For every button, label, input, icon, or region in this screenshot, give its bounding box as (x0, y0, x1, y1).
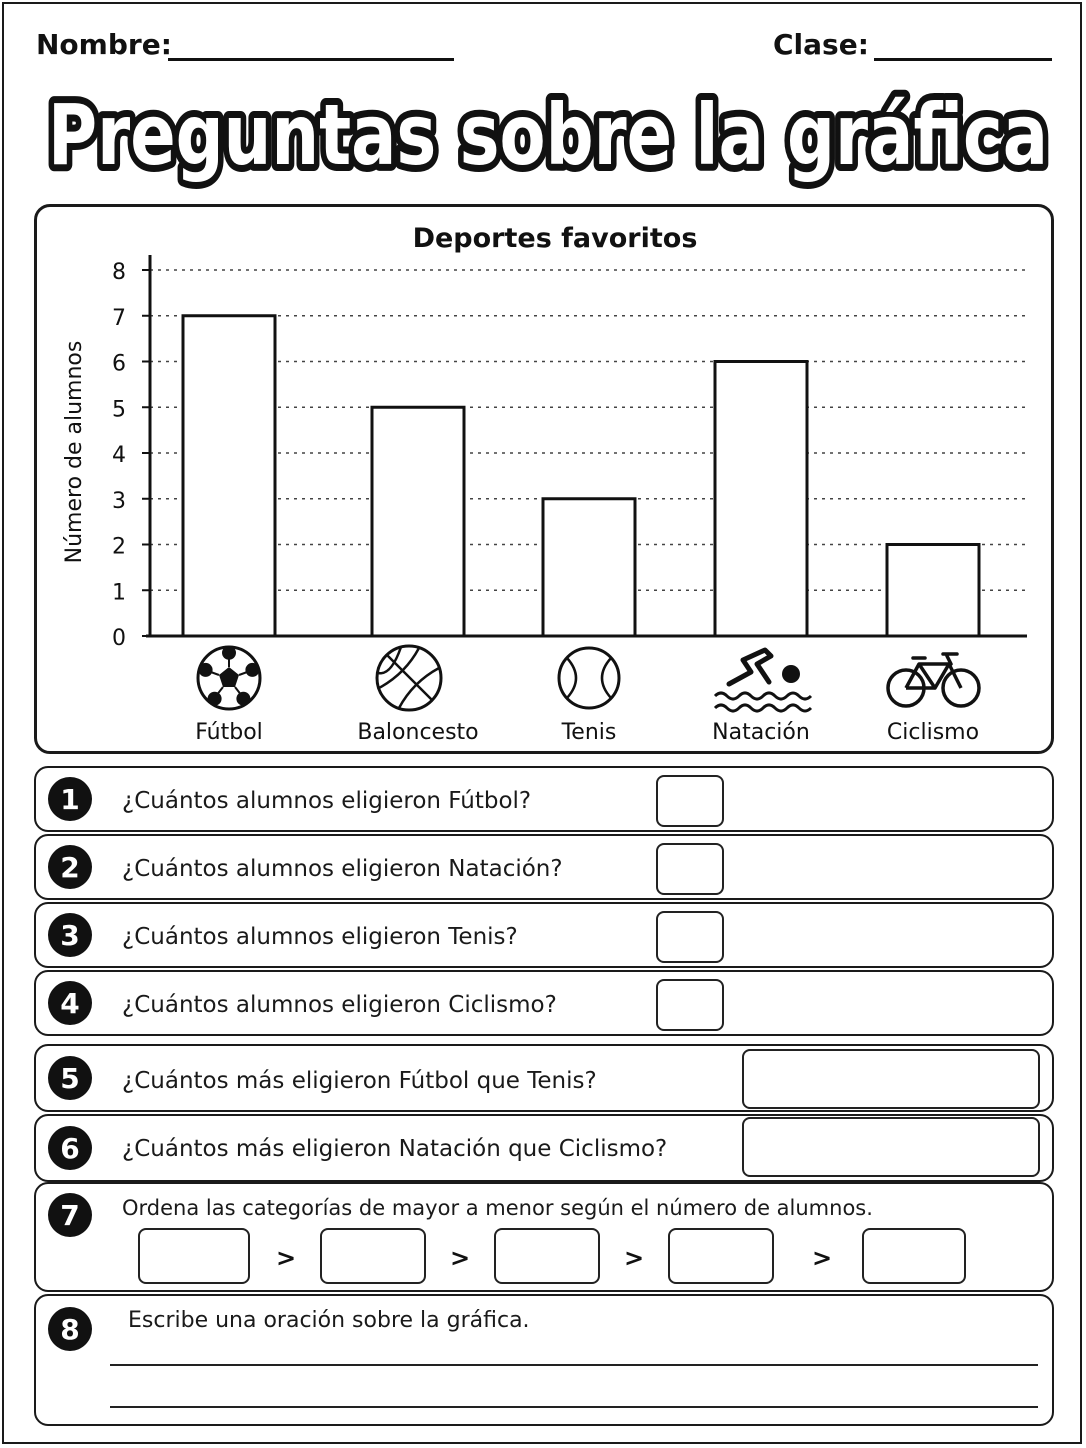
question-4 (34, 970, 1054, 1036)
y-tick-label: 5 (112, 397, 126, 423)
page-title-text: Preguntas sobre la gráfica (48, 86, 1048, 184)
bar-natación (715, 362, 807, 637)
chart-panel (34, 204, 1054, 754)
answer-box[interactable] (656, 979, 724, 1031)
question-text: Ordena las categorías de mayor a menor según el número de alumnos. (122, 1196, 873, 1220)
y-axis-label: Número de alumnos (62, 340, 87, 564)
rank-box-1[interactable] (138, 1228, 250, 1284)
question-3 (34, 902, 1054, 968)
name-field[interactable] (168, 58, 454, 61)
bar-fútbol (183, 316, 275, 636)
x-category-label: Fútbol (195, 720, 263, 745)
bar-ciclismo (887, 545, 979, 637)
question-number: 4 (48, 981, 92, 1025)
basketball-icon (377, 646, 441, 710)
bar-chart (37, 207, 1051, 751)
question-5 (34, 1044, 1054, 1112)
question-text: ¿Cuántos más eligieron Natación que Ciclismo? (122, 1136, 668, 1162)
bar-baloncesto (372, 407, 464, 636)
y-tick-label: 6 (112, 351, 126, 377)
answer-box[interactable] (656, 843, 724, 895)
y-tick-label: 1 (112, 580, 126, 606)
question-number: 2 (48, 845, 92, 889)
answer-box[interactable] (742, 1049, 1040, 1109)
answer-box[interactable] (742, 1117, 1040, 1177)
answer-box[interactable] (656, 911, 724, 963)
bar-tenis (543, 499, 635, 636)
question-7 (34, 1182, 1054, 1292)
question-number: 1 (48, 777, 92, 821)
bicycle-icon (888, 654, 979, 706)
question-number: 5 (48, 1056, 92, 1100)
greater-than-sign: > (450, 1244, 471, 1272)
y-tick-label: 7 (112, 305, 126, 331)
question-text: ¿Cuántos alumnos eligieron Tenis? (122, 924, 518, 950)
x-category-label: Tenis (561, 720, 617, 745)
y-tick-label: 0 (112, 626, 126, 651)
rank-box-4[interactable] (668, 1228, 774, 1284)
question-number: 8 (48, 1307, 92, 1351)
class-label: Clase: (773, 28, 869, 61)
x-category-label: Natación (712, 720, 810, 745)
page-title-outline: Preguntas sobre la gráfica (48, 86, 1048, 184)
x-category-label: Baloncesto (357, 720, 479, 745)
greater-than-sign: > (812, 1244, 833, 1272)
question-8 (34, 1294, 1054, 1426)
writing-line[interactable] (110, 1364, 1038, 1366)
y-tick-label: 8 (112, 260, 126, 285)
question-2 (34, 834, 1054, 900)
greater-than-sign: > (624, 1244, 645, 1272)
class-field[interactable] (874, 58, 1052, 61)
chart-title: Deportes favoritos (412, 223, 698, 254)
question-number: 6 (48, 1126, 92, 1170)
question-number: 3 (48, 913, 92, 957)
question-text: ¿Cuántos alumnos eligieron Fútbol? (122, 788, 532, 814)
greater-than-sign: > (276, 1244, 297, 1272)
y-tick-label: 3 (112, 488, 126, 514)
question-1 (34, 766, 1054, 832)
y-tick-label: 2 (112, 534, 126, 560)
page-title (40, 74, 1056, 194)
name-label: Nombre: (36, 28, 172, 61)
soccer-ball-icon (198, 646, 260, 709)
writing-line[interactable] (110, 1406, 1038, 1408)
rank-box-5[interactable] (862, 1228, 966, 1284)
question-6 (34, 1114, 1054, 1182)
answer-box[interactable] (656, 775, 724, 827)
rank-box-2[interactable] (320, 1228, 426, 1284)
rank-box-3[interactable] (494, 1228, 600, 1284)
question-text: ¿Cuántos alumnos eligieron Natación? (122, 856, 563, 882)
swimmer-icon (715, 650, 811, 711)
question-text: Escribe una oración sobre la gráfica. (128, 1308, 530, 1333)
question-number: 7 (48, 1193, 92, 1237)
x-category-label: Ciclismo (886, 720, 980, 745)
tennis-ball-icon (559, 648, 619, 708)
question-text: ¿Cuántos más eligieron Fútbol que Tenis? (122, 1068, 597, 1094)
question-text: ¿Cuántos alumnos eligieron Ciclismo? (122, 992, 557, 1018)
y-tick-label: 4 (112, 443, 126, 468)
